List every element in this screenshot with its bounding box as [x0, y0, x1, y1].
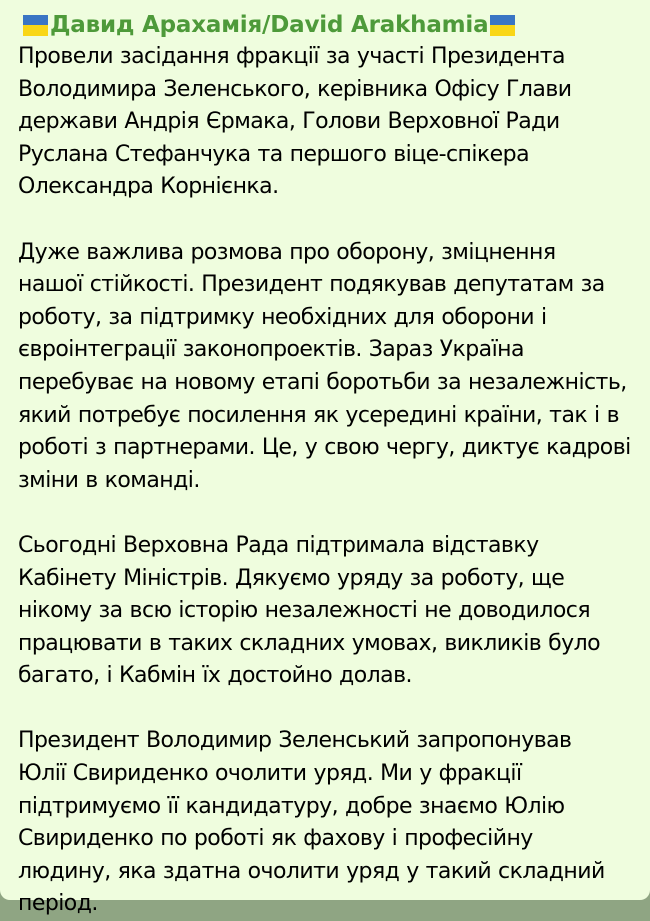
message-paragraph	[18, 530, 636, 693]
message-text	[18, 41, 636, 921]
sender-row[interactable]	[23, 9, 636, 41]
text-line: період.	[18, 891, 98, 917]
ukraine-flag-icon	[23, 15, 48, 36]
text-line: Президент Володимир Зеленський запропонував	[18, 728, 572, 754]
message-paragraph	[18, 41, 636, 204]
text-line: Олександра Корнієнка.	[18, 174, 279, 200]
text-line: працювати в таких складних умовах, викликів було	[18, 630, 601, 656]
message-paragraph	[18, 725, 636, 921]
text-line: Юлії Свириденко очолити уряд. Ми у фракції	[18, 761, 522, 787]
text-line: Дуже важлива розмова про оборону, зміцнення	[18, 239, 556, 265]
text-line: підтримуємо її кандидатуру, добре знаємо Юлію	[18, 793, 565, 819]
text-line: нікому за всю історію незалежності не доводилося	[18, 598, 591, 624]
message-paragraph	[18, 237, 636, 498]
text-line: Провели засідання фракції за участі Президента	[18, 44, 565, 69]
text-line: Руслана Стефанчука та першого віце-спікера	[18, 141, 530, 167]
text-line: нашої стійкості. Президент подякував депутатам за	[18, 272, 605, 298]
text-line: роботі з партнерами. Це, у свою чергу, диктує кадрові	[18, 435, 631, 461]
text-line: Кабінету Міністрів. Дякуємо уряду за роботу, ще	[18, 565, 565, 591]
text-line: багато, і Кабмін їх достойно долав.	[18, 663, 412, 689]
text-line: перебуває на новому етапі боротьби за незалежність,	[18, 369, 627, 395]
sender-name[interactable]: Давид Арахамія/David Arakhamia	[50, 12, 489, 38]
text-line: держави Андрія Єрмака, Голови Верховної Ради	[18, 109, 560, 135]
text-line: людину, яка здатна очолити уряд у такий складний	[18, 858, 605, 884]
text-line: Сьогодні Верховна Рада підтримала відставку	[18, 532, 539, 558]
text-line: євроінтеграції законопроектів. Зараз Україна	[18, 337, 524, 363]
text-line: зміни в команді.	[18, 467, 200, 493]
text-line: роботу, за підтримку необхідних для оборони і	[18, 304, 547, 330]
ukraine-flag-icon	[490, 15, 515, 36]
text-line: Свириденко по роботі як фахову і професійну	[18, 826, 533, 852]
text-line: Володимира Зеленського, керівника Офісу Глави	[18, 76, 572, 102]
text-line: який потребує посилення як усередині країни, так і в	[18, 402, 619, 428]
